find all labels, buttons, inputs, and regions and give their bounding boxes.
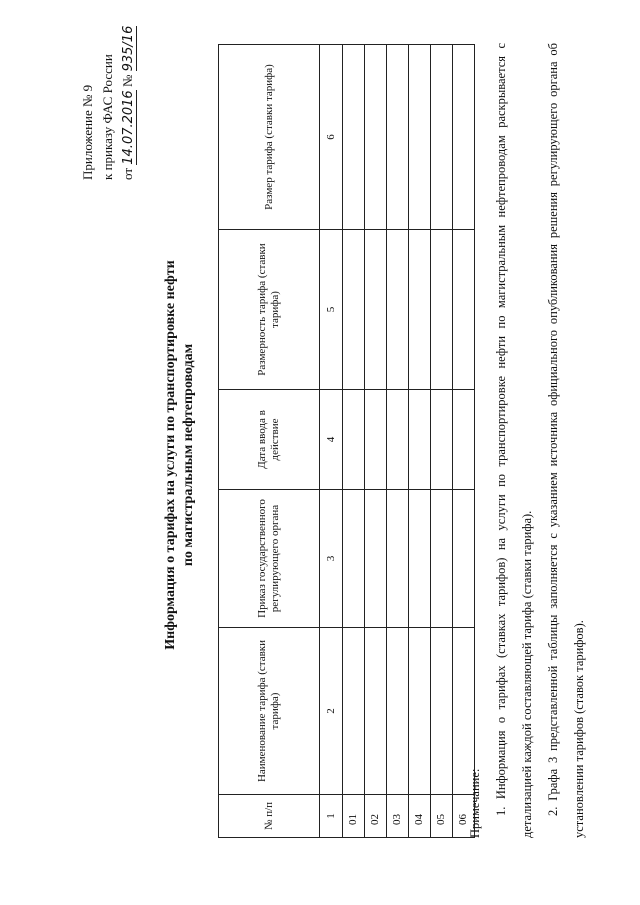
table-cell bbox=[387, 230, 409, 390]
header-tariff-name: Наименование тарифа (ставки тарифа) bbox=[219, 628, 320, 795]
table-cell bbox=[365, 45, 387, 230]
appendix-date-line bbox=[118, 26, 138, 180]
table-cell bbox=[409, 230, 431, 390]
table-cell bbox=[409, 45, 431, 230]
table-cell bbox=[343, 628, 365, 795]
order-date: 14.07.2016 bbox=[121, 90, 136, 165]
note-paragraph-2: 2. Графа 3 представленной таблицы заполняется с указанием источника официального опубликования решения регулирующего органа об установлении тарифов (ставок тарифов). bbox=[546, 43, 586, 838]
row-number: 03 bbox=[387, 795, 409, 838]
table-cell bbox=[365, 490, 387, 628]
header-number: № п/п bbox=[219, 795, 320, 838]
table-row bbox=[387, 45, 409, 838]
table-cell bbox=[365, 390, 387, 490]
row-number: 06 bbox=[453, 795, 475, 838]
table-cell bbox=[343, 390, 365, 490]
note-section bbox=[462, 43, 592, 838]
appendix-order-ref: к приказу ФАС России bbox=[100, 54, 115, 180]
table-cell bbox=[343, 45, 365, 230]
appendix-number: Приложение № 9 bbox=[80, 84, 95, 180]
row-number: 04 bbox=[409, 795, 431, 838]
row-number: 01 bbox=[343, 795, 365, 838]
table-cell bbox=[387, 45, 409, 230]
table-cell bbox=[387, 390, 409, 490]
column-number: 1 bbox=[320, 795, 343, 838]
table-cell bbox=[365, 628, 387, 795]
table-cell bbox=[409, 628, 431, 795]
header-effective-date: Дата ввода в действие bbox=[219, 390, 320, 490]
table-cell bbox=[387, 490, 409, 628]
table-cell bbox=[365, 230, 387, 390]
table-row bbox=[365, 45, 387, 838]
table-cell bbox=[343, 490, 365, 628]
note-heading: Примечание: bbox=[468, 768, 482, 838]
number-label: № bbox=[120, 74, 135, 88]
table-cell bbox=[431, 490, 453, 628]
column-number-row bbox=[320, 45, 343, 838]
appendix-block bbox=[78, 26, 138, 180]
header-order: Приказ государственного регулирующего органа bbox=[219, 490, 320, 628]
column-number: 4 bbox=[320, 390, 343, 490]
table-cell bbox=[431, 230, 453, 390]
title-line-1: Информация о тарифах на услуги по транспортировке нефти bbox=[163, 260, 178, 650]
order-number: 935/16 bbox=[121, 25, 136, 72]
from-label: от bbox=[120, 167, 135, 180]
row-number: 02 bbox=[365, 795, 387, 838]
table-row bbox=[409, 45, 431, 838]
table-cell bbox=[409, 490, 431, 628]
table-cell bbox=[431, 628, 453, 795]
table-row bbox=[431, 45, 453, 838]
row-number: 05 bbox=[431, 795, 453, 838]
title-line-2: по магистральным нефтепроводам bbox=[181, 343, 196, 567]
note-paragraph-1: 1. Информация о тарифах (ставках тарифов) на услуги по транспортировке нефти по магистральным нефтепроводам раскрывается с детализацией каждой составляющей тарифа (ставки тарифа). bbox=[494, 43, 534, 838]
header-size: Размер тарифа (ставки тарифа) bbox=[219, 45, 320, 230]
table-cell bbox=[431, 390, 453, 490]
header-dimension: Размерность тарифа (ставки тарифа) bbox=[219, 230, 320, 390]
table-header-row bbox=[219, 45, 320, 838]
column-number: 3 bbox=[320, 490, 343, 628]
table-row bbox=[343, 45, 365, 838]
table-cell bbox=[409, 390, 431, 490]
table-cell bbox=[343, 230, 365, 390]
column-number: 2 bbox=[320, 628, 343, 795]
table-cell bbox=[431, 45, 453, 230]
column-number: 5 bbox=[320, 230, 343, 390]
column-number: 6 bbox=[320, 45, 343, 230]
tariff-table bbox=[218, 44, 475, 838]
table-cell bbox=[387, 628, 409, 795]
document-title bbox=[162, 155, 198, 755]
